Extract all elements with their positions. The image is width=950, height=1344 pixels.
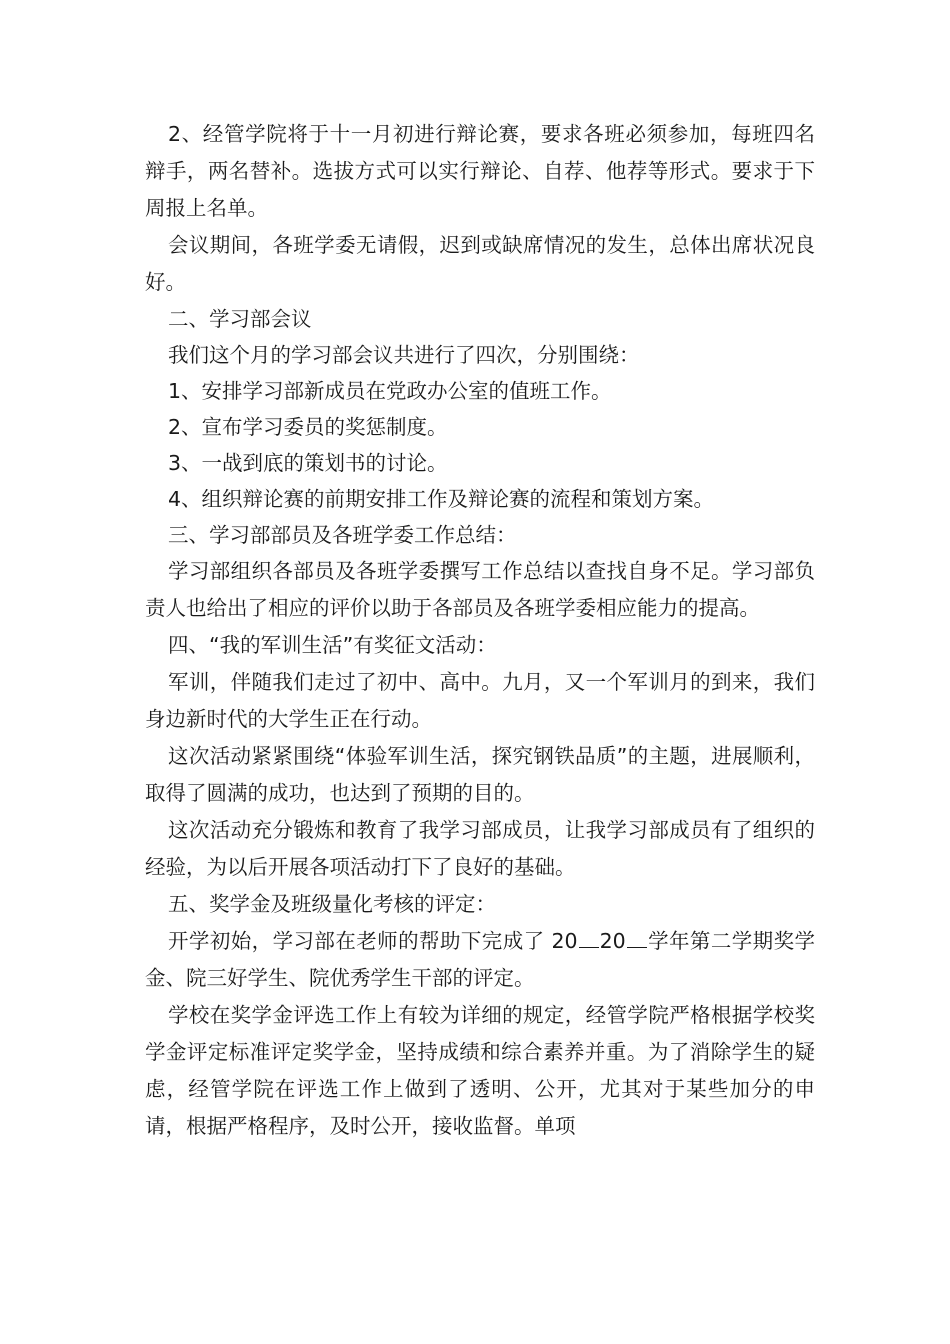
paragraph-debate-notice: 2、经管学院将于十一月初进行辩论赛，要求各班必须参加，每班四名辩手，两名替补。选拔方式可以实行辩论、自荐、他荐等形式。要求于下周报上名单。 [145,122,815,220]
paragraph-scholarship-intro [145,923,815,997]
list-item-1: 1、安排学习部新成员在党政办公室的值班工作。 [168,379,612,403]
section-heading-5: 五、奖学金及班级量化考核的评定： [168,892,496,916]
scholarship-text-before: 开学初始，学习部在老师的帮助下完成了 20 [168,929,578,953]
list-item-2: 2、宣布学习委员的奖惩制度。 [168,415,448,439]
paragraph-activity-theme: 这次活动紧紧围绕“体验军训生活，探究钢铁品质”的主题，进展顺利，取得了圆满的成功，也达到了预期的目的。 [145,744,815,805]
section-heading-3: 三、学习部部员及各班学委工作总结： [168,523,517,547]
blank-underline-1 [579,946,599,948]
section-heading-2: 二、学习部会议 [168,307,312,331]
paragraph-scholarship-rules: 学校在奖学金评选工作上有较为详细的规定，经管学院严格根据学校奖学金评定标准评定奖学金，坚持成绩和综合素养并重。为了消除学生的疑虑，经管学院在评选工作上做到了透明、公开，尤其对于某些加分的申请，根据严格程序，及时公开，接收监督。单项 [145,1003,815,1138]
paragraph-work-summary: 学习部组织各部员及各班学委撰写工作总结以查找自身不足。学习部负责人也给出了相应的评价以助于各部员及各班学委相应能力的提高。 [145,559,815,620]
scholarship-text-middle: 20 [599,929,626,953]
list-item-3: 3、一战到底的策划书的讨论。 [168,451,448,475]
paragraph-meeting-intro: 我们这个月的学习部会议共进行了四次，分别围绕： [168,343,640,367]
paragraph-attendance: 会议期间，各班学委无请假，迟到或缺席情况的发生，总体出席状况良好。 [145,233,815,294]
paragraph-activity-result: 这次活动充分锻炼和教育了我学习部成员，让我学习部成员有了组织的经验，为以后开展各项活动打下了良好的基础。 [145,818,815,879]
list-item-4: 4、组织辩论赛的前期安排工作及辩论赛的流程和策划方案。 [168,487,715,511]
paragraph-military-training: 军训，伴随我们走过了初中、高中。九月，又一个军训月的到来，我们身边新时代的大学生正在行动。 [145,670,815,731]
section-heading-4: 四、“我的军训生活”有奖征文活动： [168,633,497,657]
scholarship-text-after: 学年第二学期奖学金、院三好学生、院优秀学生干部的评定。 [145,929,816,990]
document-body [145,116,815,1145]
blank-underline-2 [627,946,647,948]
